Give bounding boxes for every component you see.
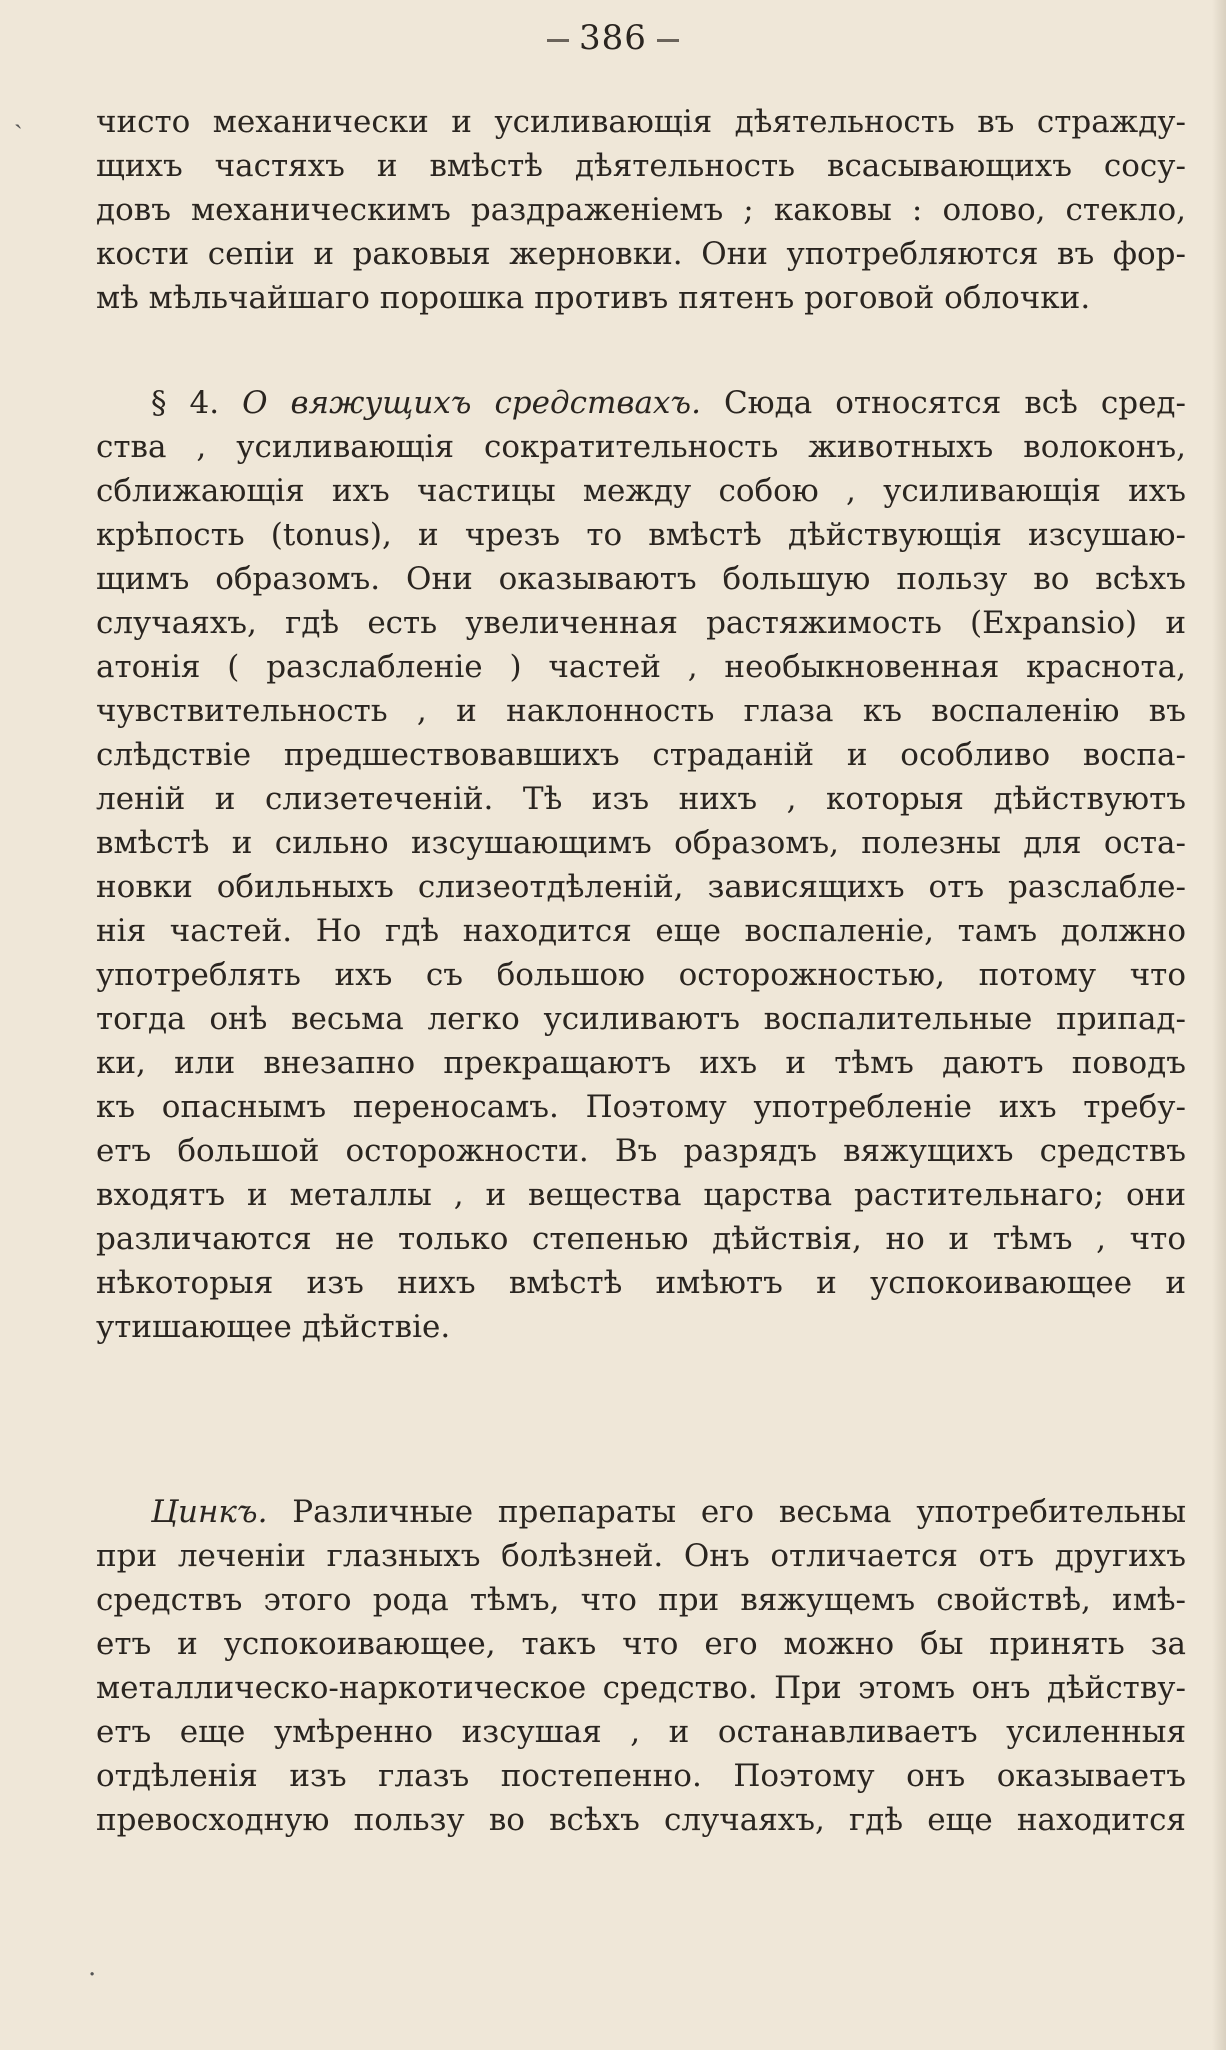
zinc-heading: Цинкъ.: [151, 1494, 268, 1530]
text-line: атонія ( разслабленіе ) частей , необыкновенная краснота,: [96, 649, 1186, 685]
section-first-line: [96, 381, 1186, 425]
page-number-text: 386: [579, 18, 647, 58]
text-line: сближающія ихъ частицы между собою , усиливающія ихъ: [96, 473, 1186, 509]
section-4-paragraph: [96, 381, 1186, 1349]
zinc-first-line-rest: Различные препараты его весьма употребительны: [267, 1494, 1186, 1530]
text-line: тогда онѣ весьма легко усиливаютъ воспалительные припад-: [96, 1001, 1186, 1037]
text-line: крѣпость (tonus), и чрезъ то вмѣстѣ дѣйствующія изсушаю-: [96, 517, 1186, 553]
text-line: слѣдствіе предшествовавшихъ страданій и особливо воспа-: [96, 737, 1186, 773]
text-line: металлическо-наркотическое средство. При этомъ онъ дѣйству-: [96, 1670, 1186, 1706]
margin-tick-mark: ˏ: [14, 100, 23, 130]
page-number-dash-right: [657, 39, 679, 42]
page-number-dash-left: [547, 39, 569, 42]
text-line: средствъ этого рода тѣмъ, что при вяжущемъ свойствѣ, имѣ-: [96, 1582, 1186, 1618]
zinc-first-line: [96, 1490, 1186, 1534]
text-line: кости сепіи и раковыя жерновки. Они употребляются въ фор-: [96, 236, 1186, 272]
text-line: ства , усиливающія сократительность животныхъ волоконъ,: [96, 429, 1186, 465]
section-heading: О вяжущихъ средствахъ.: [242, 385, 701, 421]
text-line: довъ механическимъ раздраженіемъ ; каковы : олово, стекло,: [96, 192, 1186, 228]
text-line: чувствительность , и наклонность глаза къ воспаленію въ: [96, 693, 1186, 729]
text-line: случаяхъ, гдѣ есть увеличенная растяжимость (Expansio) и: [96, 605, 1186, 641]
text-line: различаются не только степенью дѣйствія, но и тѣмъ , что: [96, 1221, 1186, 1257]
text-line: отдѣленія изъ глазъ постепенно. Поэтому онъ оказываетъ: [96, 1758, 1186, 1794]
text-line: входятъ и металлы , и вещества царства растительнаго; они: [96, 1177, 1186, 1213]
text-line: вмѣстѣ и сильно изсушающимъ образомъ, полезны для оста-: [96, 825, 1186, 861]
zinc-paragraph: [96, 1490, 1186, 1842]
text-line: нѣкоторыя изъ нихъ вмѣстѣ имѣютъ и успокоивающее и: [96, 1265, 1186, 1301]
text-line: етъ и успокоивающее, такъ что его можно бы принять за: [96, 1626, 1186, 1662]
paragraph-continuation: [96, 100, 1186, 320]
text-line: щихъ частяхъ и вмѣстѣ дѣятельность всасывающихъ сосу-: [96, 148, 1186, 184]
text-line: леній и слизетеченій. Тѣ изъ нихъ , которыя дѣйствуютъ: [96, 781, 1186, 817]
text-line: къ опаснымъ переносамъ. Поэтому употребленіе ихъ требу-: [96, 1089, 1186, 1125]
page-edge-shadow: [1212, 0, 1226, 2050]
text-line: етъ большой осторожности. Въ разрядъ вяжущихъ средствъ: [96, 1133, 1186, 1169]
text-line: щимъ образомъ. Они оказываютъ большую пользу во всѣхъ: [96, 561, 1186, 597]
section-marker: § 4.: [151, 385, 243, 421]
text-line: нія частей. Но гдѣ находится еще воспаленіе, тамъ должно: [96, 913, 1186, 949]
text-line: мѣ мѣльчайшаго порошка противъ пятенъ роговой облочки.: [96, 280, 1091, 316]
text-line: превосходную пользу во всѣхъ случаяхъ, гдѣ еще находится: [96, 1802, 1186, 1838]
text-line: етъ еще умѣренно изсушая , и останавливаетъ усиленныя: [96, 1714, 1186, 1750]
text-line: ки, или внезапно прекращаютъ ихъ и тѣмъ даютъ поводъ: [96, 1045, 1186, 1081]
text-line: утишающее дѣйствіе.: [96, 1309, 451, 1345]
section-first-line-rest: Сюда относятся всѣ сред-: [700, 385, 1186, 421]
text-line: при леченіи глазныхъ болѣзней. Онъ отличается отъ другихъ: [96, 1538, 1186, 1574]
text-line: употреблять ихъ съ большою осторожностью, потому что: [96, 957, 1186, 993]
text-line: чисто механически и усиливающія дѣятельность въ стражду-: [96, 104, 1186, 140]
margin-dot-mark: ·: [88, 1960, 97, 1990]
text-line: новки обильныхъ слизеотдѣленій, зависящихъ отъ разслабле-: [96, 869, 1186, 905]
page-number: [0, 18, 1226, 58]
